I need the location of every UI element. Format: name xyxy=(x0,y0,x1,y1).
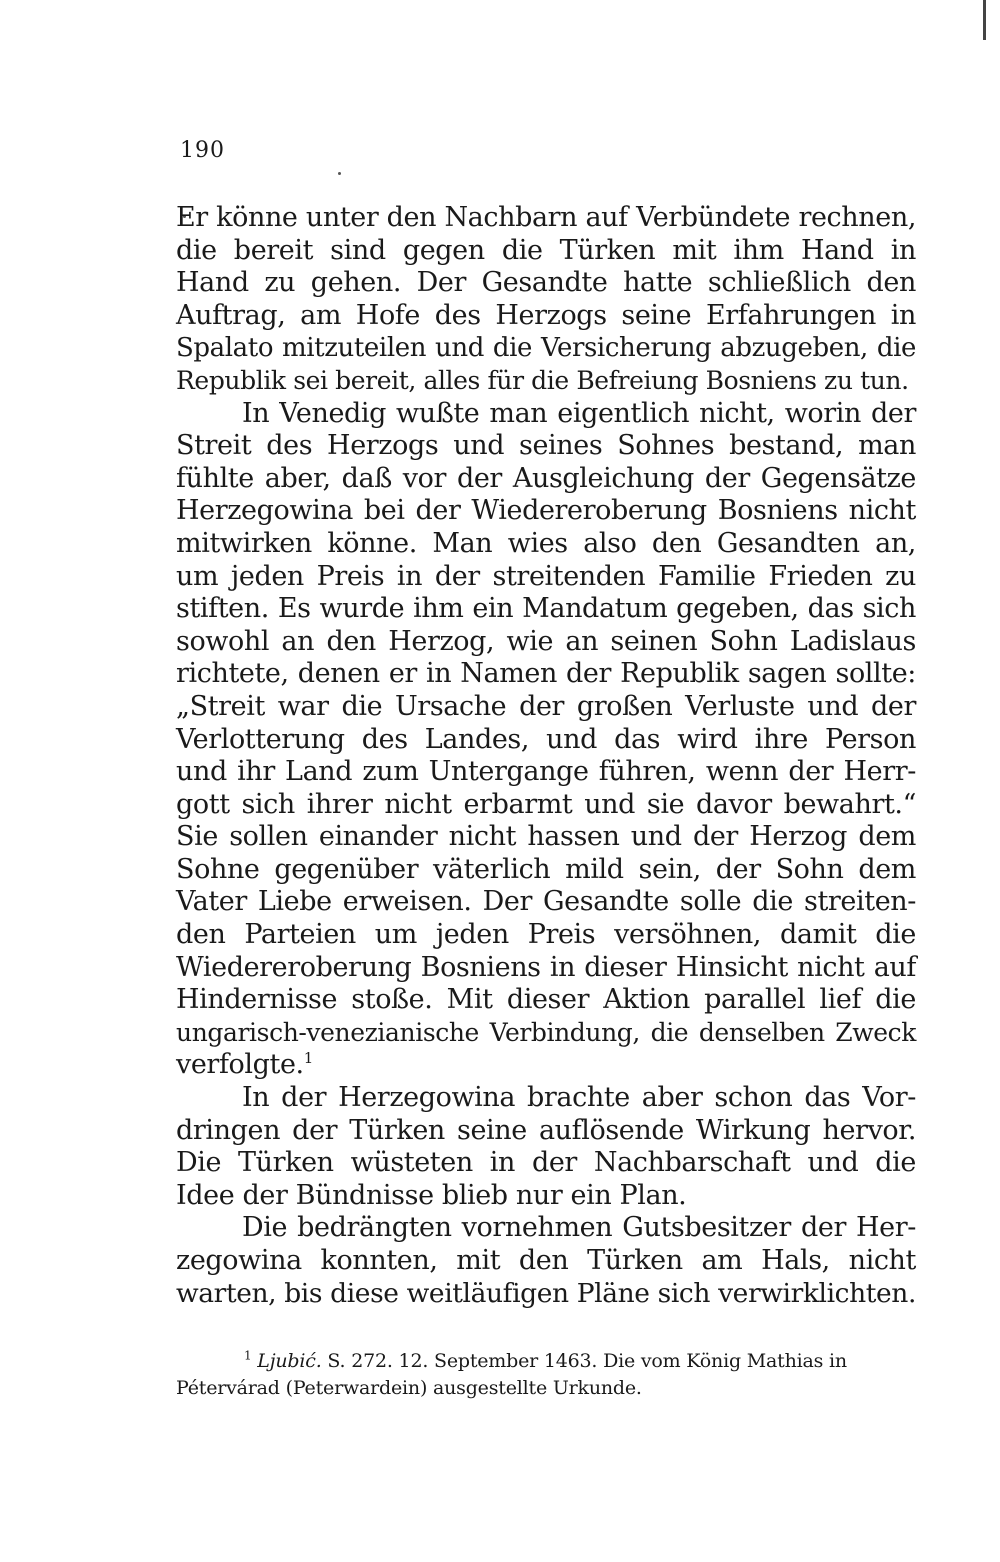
footnote-marker: 1 xyxy=(244,1348,252,1363)
text-line-content: dringen der Türken seine auflösende Wirkung hervor. xyxy=(176,1114,916,1146)
text-line xyxy=(176,658,916,691)
text-line xyxy=(176,463,916,496)
text-line-content: den Parteien um jeden Preis versöhnen, damit die xyxy=(176,919,916,951)
text-line xyxy=(176,724,916,757)
text-line xyxy=(176,952,916,985)
text-line xyxy=(176,1082,916,1115)
footnote-line: Pétervárad (Peterwardein) ausgestellte Urkunde. xyxy=(176,1377,642,1399)
text-line xyxy=(176,1180,916,1213)
text-line-content: um jeden Preis in der streitenden Familie Frieden zu xyxy=(176,560,916,592)
text-line xyxy=(176,1278,916,1311)
text-line-content: Hindernisse stoße. Mit dieser Aktion parallel lief die xyxy=(176,984,916,1016)
scan-edge-mark xyxy=(983,0,986,40)
text-line-content: fühlte aber, daß vor der Ausgleichung der Gegensätze xyxy=(176,462,916,494)
footnote-line xyxy=(176,1348,916,1375)
text-line-content: Wiedereroberung Bosniens in dieser Hinsicht nicht auf xyxy=(176,951,916,983)
text-line xyxy=(176,235,916,268)
text-line xyxy=(176,267,916,300)
footnotes xyxy=(176,1348,916,1402)
text-line-content: richtete, denen er in Namen der Republik sagen sollte: xyxy=(176,658,916,690)
footnote-author: Ljubić. xyxy=(257,1350,322,1372)
text-line xyxy=(176,593,916,626)
text-line-content: mitwirken könne. Man wies also den Gesandten an, xyxy=(176,527,916,559)
text-line-content: Die Türken wüsteten in der Nachbarschaft und die xyxy=(176,1147,916,1179)
text-line-content: In Venedig wußte man eigentlich nicht, worin der xyxy=(242,397,916,429)
text-line-content: Idee der Bündnisse blieb nur ein Plan. xyxy=(176,1179,687,1211)
text-line-content: „Streit war die Ursache der großen Verluste und der xyxy=(176,690,916,722)
text-line xyxy=(176,626,916,659)
text-line-content: Sie sollen einander nicht hassen und der Herzog dem xyxy=(176,821,916,853)
text-line-content: Sohne gegenüber väterlich mild sein, der Sohn dem xyxy=(176,853,916,885)
text-line xyxy=(176,886,916,919)
text-line-content: stiften. Es wurde ihm ein Mandatum gegeben, das sich xyxy=(176,593,916,625)
body-text xyxy=(176,202,916,1310)
text-line xyxy=(176,365,916,398)
text-line xyxy=(176,332,916,365)
text-line xyxy=(176,919,916,952)
text-line xyxy=(176,1212,916,1245)
text-line xyxy=(176,398,916,431)
text-line-content: verfolgte. xyxy=(176,1049,304,1081)
text-line xyxy=(176,1245,916,1278)
text-line-content: Hand zu gehen. Der Gesandte hatte schließlich den xyxy=(176,267,916,299)
text-line-content: zegowina konnten, mit den Türken am Hals, nicht xyxy=(176,1245,916,1276)
text-line-content: und ihr Land zum Untergange führen, wenn der Herr- xyxy=(176,756,916,788)
text-line xyxy=(176,202,916,235)
text-line-content: gott sich ihrer nicht erbarmt und sie davor bewahrt.“ xyxy=(176,788,916,820)
text-line-content: Vater Liebe erweisen. Der Gesandte solle die streiten- xyxy=(176,886,916,918)
text-line xyxy=(176,495,916,528)
text-line-content: Er könne unter den Nachbarn auf Verbündete rechnen, xyxy=(176,202,916,233)
scan-speck xyxy=(338,172,341,175)
text-line-content: In der Herzegowina brachte aber schon das Vor- xyxy=(242,1082,916,1114)
text-line-content: Auftrag, am Hofe des Herzogs seine Erfahrungen in xyxy=(176,299,916,331)
footnote-reference: 1 xyxy=(303,1049,313,1068)
text-line xyxy=(176,756,916,789)
text-line xyxy=(176,1049,916,1082)
text-line-content: sowohl an den Herzog, wie an seinen Sohn Ladislaus xyxy=(176,625,916,657)
text-line-content: Die bedrängten vornehmen Gutsbesitzer der Her- xyxy=(242,1212,916,1244)
footnote-text: S. 272. 12. September 1463. Die vom König Mathias in xyxy=(327,1350,847,1372)
text-line xyxy=(176,1017,916,1050)
text-line xyxy=(176,561,916,594)
text-line xyxy=(176,300,916,333)
text-line xyxy=(176,854,916,887)
text-line xyxy=(176,984,916,1017)
text-line xyxy=(176,1147,916,1180)
text-line xyxy=(176,528,916,561)
text-line-content: Verlotterung des Landes, und das wird ihre Person xyxy=(176,723,916,755)
text-line-content: Streit des Herzogs und seines Sohnes bestand, man xyxy=(176,430,916,462)
text-line-content: die bereit sind gegen die Türken mit ihm Hand in xyxy=(176,234,916,266)
text-line-content: Herzegowina bei der Wiedereroberung Bosniens nicht xyxy=(176,495,916,527)
text-line-content: warten, bis diese weitläufigen Pläne sich verwirklichten. xyxy=(176,1277,916,1309)
page-number: 190 xyxy=(180,138,225,163)
text-line xyxy=(176,821,916,854)
text-line xyxy=(176,1115,916,1148)
text-line-content: Republik sei bereit, alles für die Befreiung Bosniens zu tun. xyxy=(176,365,909,395)
text-line xyxy=(176,430,916,463)
text-line xyxy=(176,789,916,822)
text-line xyxy=(176,691,916,724)
text-line-content: ungarisch-venezianische Verbindung, die denselben Zweck xyxy=(176,1017,916,1047)
text-line-content: Spalato mitzuteilen und die Versicherung abzugeben, die xyxy=(176,333,916,364)
